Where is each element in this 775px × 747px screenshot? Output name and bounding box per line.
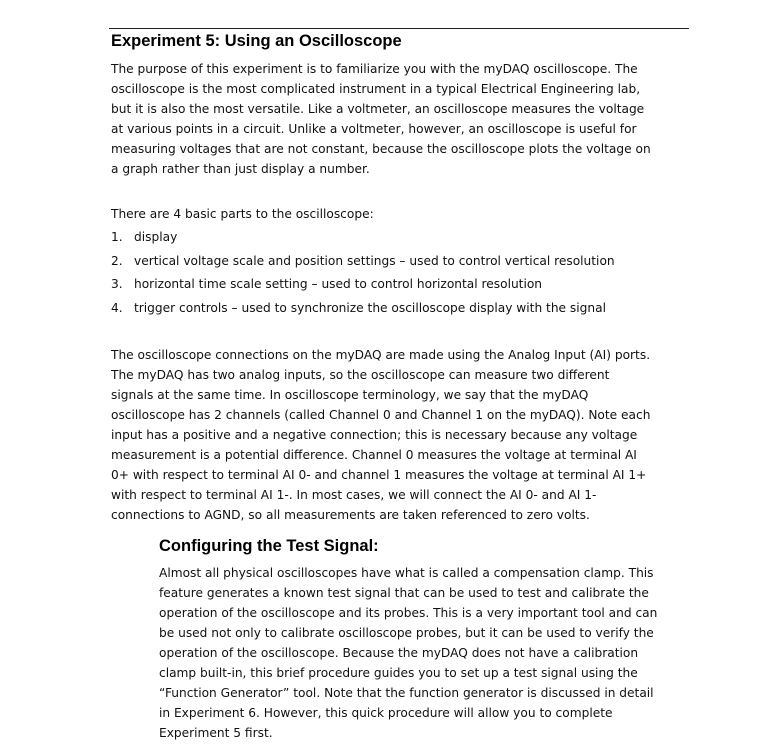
list-text: horizontal time scale setting – used to control horizontal resolution [134, 277, 543, 291]
connections-paragraph [111, 345, 650, 525]
list-number: 4. [111, 300, 123, 315]
list-number: 1. [111, 230, 123, 244]
parts-intro: There are 4 basic parts to the oscilloscope: [111, 207, 374, 221]
list-item [111, 227, 615, 251]
text-line: connections to AGND, so all measurements are taken referenced to zero volts. [111, 508, 590, 522]
text-line: operation of the oscilloscope and its probes. This is a very important tool and can [159, 606, 658, 620]
top-rule [109, 28, 689, 29]
list-number: 2. [111, 253, 123, 268]
text-line: be used not only to calibrate oscilloscope probes, but it can be used to verify the [159, 626, 654, 640]
list-item [111, 298, 615, 322]
list-item [111, 274, 615, 298]
text-line: The purpose of this experiment is to familiarize you with the myDAQ oscilloscope. The [111, 62, 638, 76]
text-line: Experiment 5 first. [159, 726, 273, 740]
list-item [111, 251, 615, 275]
list-text: trigger controls – used to synchronize the oscilloscope display with the signal [134, 300, 606, 315]
parts-list [111, 227, 615, 321]
text-line: input has a positive and a negative connection; this is necessary because any voltage [111, 428, 638, 442]
text-line: a graph rather than just display a number. [111, 162, 370, 176]
text-line: measurement is a potential difference. Channel 0 measures the voltage at terminal AI [111, 448, 637, 462]
list-number: 3. [111, 277, 123, 291]
text-line: clamp built-in, this brief procedure guides you to set up a test signal using the [159, 666, 638, 680]
text-line: but it is also the most versatile. Like a voltmeter, an oscilloscope measures the voltage [111, 102, 645, 116]
text-line: “Function Generator” tool. Note that the function generator is discussed in detail [159, 686, 654, 700]
text-line: signals at the same time. In oscilloscope terminology, we say that the myDAQ [111, 388, 589, 402]
section-heading: Experiment 5: Using an Oscilloscope [111, 32, 402, 50]
list-text: display [134, 230, 178, 244]
intro-paragraph [111, 59, 651, 179]
test-signal-paragraph [159, 563, 657, 743]
text-line: 0+ with respect to terminal AI 0- and channel 1 measures the voltage at terminal AI 1+ [111, 468, 647, 482]
text-line: oscilloscope is the most complicated instrument in a typical Electrical Engineering lab, [111, 82, 641, 96]
text-line: The oscilloscope connections on the myDAQ are made using the Analog Input (AI) ports. [111, 348, 651, 362]
text-line: oscilloscope has 2 channels (called Channel 0 and Channel 1 on the myDAQ). Note each [111, 408, 651, 422]
text-line: measuring voltages that are not constant, because the oscilloscope plots the voltage on [111, 142, 651, 156]
text-line: The myDAQ has two analog inputs, so the oscilloscope can measure two different [111, 368, 610, 382]
text-line: operation of the oscilloscope. Because the myDAQ does not have a calibration [159, 646, 639, 660]
text-line: at various points in a circuit. Unlike a voltmeter, however, an oscilloscope is useful for [111, 122, 637, 136]
text-line: in Experiment 6. However, this quick procedure will allow you to complete [159, 706, 613, 720]
text-line: Almost all physical oscilloscopes have what is called a compensation clamp. This [159, 566, 654, 580]
subsection-heading: Configuring the Test Signal: [159, 537, 379, 555]
text-line: with respect to terminal AI 1-. In most cases, we will connect the AI 0- and AI 1- [111, 488, 597, 502]
list-text: vertical voltage scale and position settings – used to control vertical resolution [134, 253, 615, 268]
text-line: feature generates a known test signal that can be used to test and calibrate the [159, 586, 649, 600]
